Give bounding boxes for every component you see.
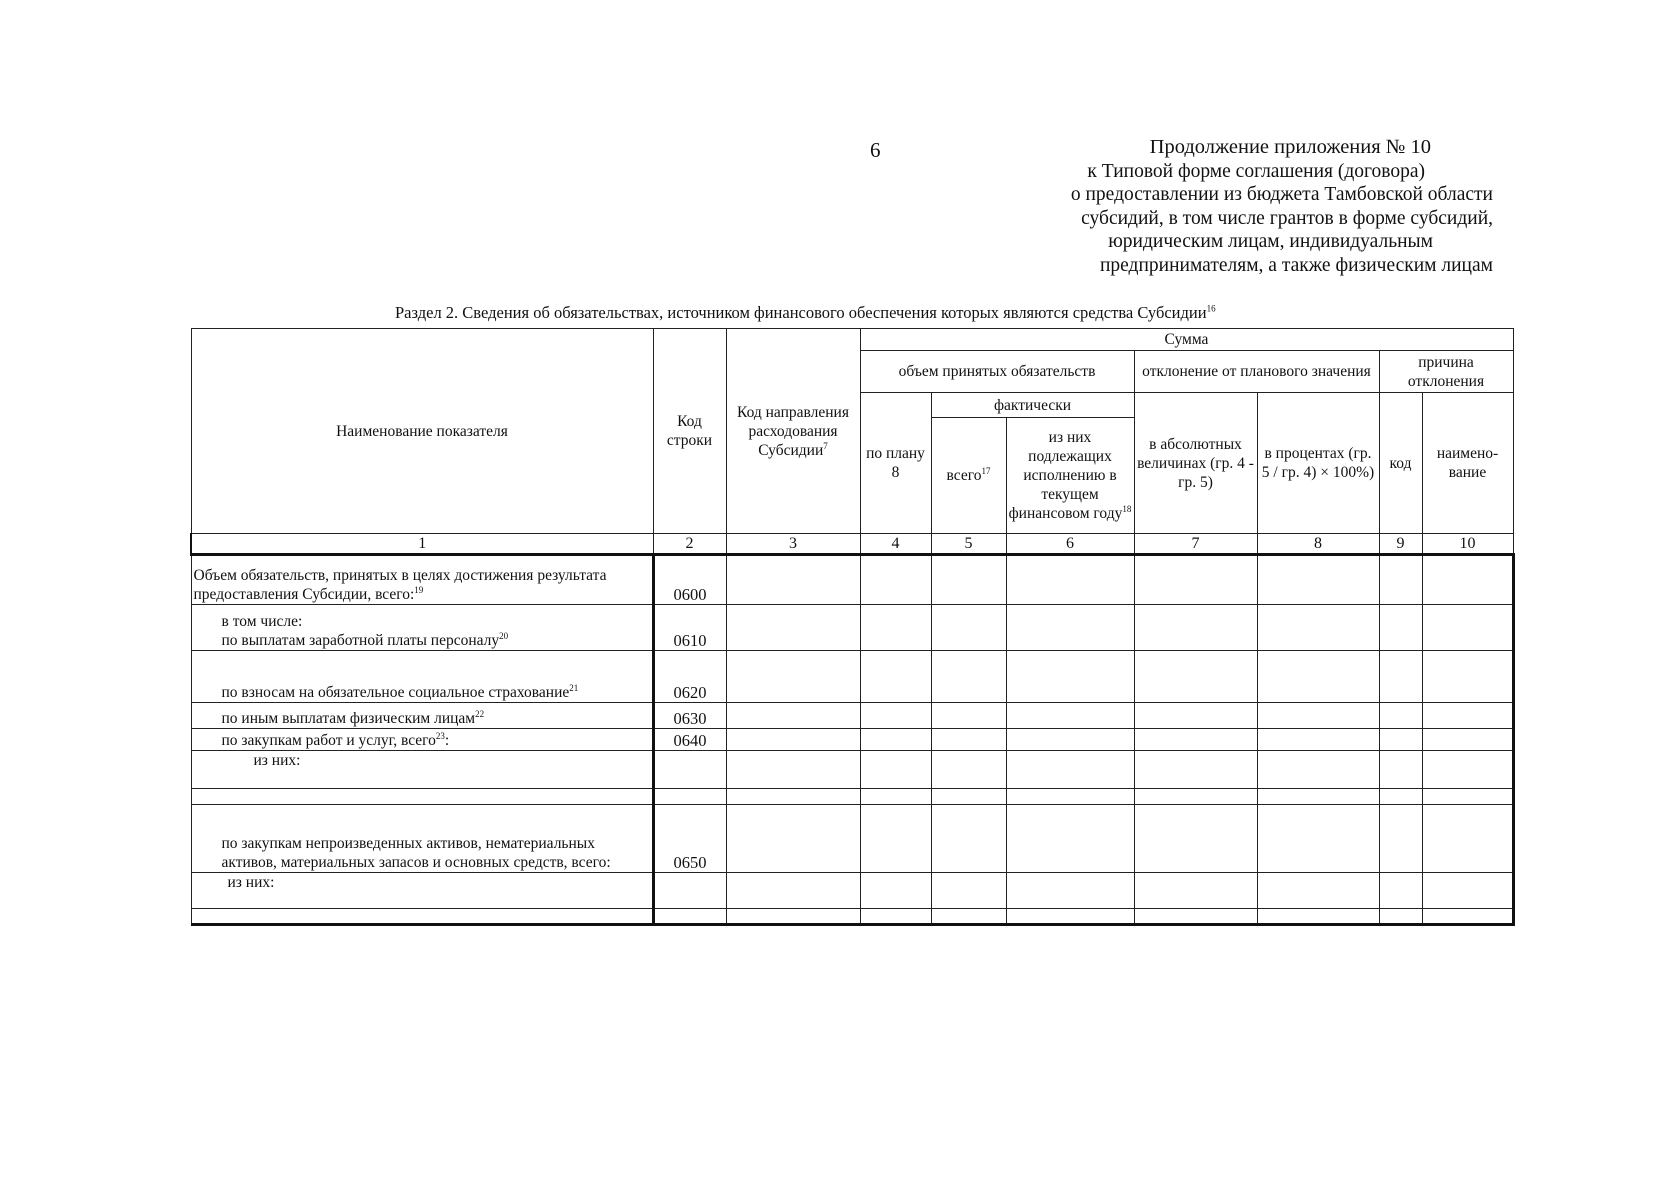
header-absolute: в абсолютных величинах (гр. 4 - гр. 5): [1134, 393, 1257, 534]
colnum-6: 6: [1006, 534, 1134, 555]
cell: [860, 555, 931, 605]
cell: [1422, 729, 1513, 751]
cell: [1257, 555, 1379, 605]
cell: [860, 789, 931, 805]
cell: [1422, 703, 1513, 729]
row-name: по закупкам работ и услуг, всего$^{23}$:: [191, 729, 653, 751]
table-row: [191, 789, 1513, 805]
cell: [1379, 873, 1422, 909]
cell: [931, 805, 1006, 873]
cell: [931, 555, 1006, 605]
appendix-line-2: к Типовой форме соглашения (договора): [1087, 160, 1425, 182]
header-by-plan: по плану 8: [860, 393, 931, 534]
row-code: 0620: [653, 651, 726, 703]
appendix-line-6: предпринимателям, а также физическим лицам: [1099, 254, 1493, 276]
cell: [726, 909, 860, 925]
cell: [1257, 605, 1379, 651]
obligations-table: [190, 328, 1515, 926]
cell: [1257, 751, 1379, 789]
cell: [860, 605, 931, 651]
cell: [931, 729, 1006, 751]
header-naming: наимено-вание: [1422, 393, 1513, 534]
cell: [860, 751, 931, 789]
cell: [931, 751, 1006, 789]
cell: [1134, 751, 1257, 789]
appendix-line-1: Продолжение приложения № 10: [1149, 136, 1431, 158]
cell: [931, 703, 1006, 729]
row-name: по иным выплатам физическим лицам$^{22}$: [191, 703, 653, 729]
cell: [726, 651, 860, 703]
cell: [1422, 805, 1513, 873]
cell: [860, 873, 931, 909]
row-name: Объем обязательств, принятых в целях достижения результата предоставления Субсидии, всего:$^{19}$: [191, 555, 653, 605]
cell: [1379, 555, 1422, 605]
cell: [726, 873, 860, 909]
row-code: [653, 789, 726, 805]
cell: [1422, 789, 1513, 805]
cell: [1422, 909, 1513, 925]
row-code: 0610: [653, 605, 726, 651]
cell: [1006, 805, 1134, 873]
cell: [931, 909, 1006, 925]
table-row: [191, 805, 1513, 873]
cell: [1257, 873, 1379, 909]
table-row: [191, 651, 1513, 703]
colnum-2: 2: [653, 534, 726, 555]
table-row: [191, 729, 1513, 751]
cell: [1422, 751, 1513, 789]
cell: [931, 873, 1006, 909]
header-sum: Сумма: [860, 329, 1513, 351]
row-name: [191, 909, 653, 925]
cell: [1379, 751, 1422, 789]
cell: [1006, 605, 1134, 651]
cell: [1134, 729, 1257, 751]
table-row: [191, 555, 1513, 605]
table-row: [191, 909, 1513, 925]
page-number: 6: [870, 138, 881, 162]
header-percent: в процентах (гр. 5 / гр. 4) × 100%): [1257, 393, 1379, 534]
cell: [1006, 789, 1134, 805]
row-code: [653, 873, 726, 909]
cell: [726, 805, 860, 873]
header-actual: фактически: [931, 393, 1134, 418]
appendix-line-5: юридическим лицам, индивидуальным: [1108, 231, 1433, 252]
colnum-4: 4: [860, 534, 931, 555]
cell: [1134, 873, 1257, 909]
row-name: по закупкам непроизведенных активов, нематериальных активов, материальных запасов и основных средств, всего:: [191, 805, 653, 873]
row-code: 0640: [653, 729, 726, 751]
cell: [1379, 805, 1422, 873]
header-volume: объем принятых обязательств: [860, 351, 1134, 393]
cell: [726, 729, 860, 751]
section-title: [395, 303, 1216, 323]
cell: [1422, 555, 1513, 605]
cell: [1006, 703, 1134, 729]
cell: [1134, 703, 1257, 729]
header-direction-code: Код направления расходования Субсидии$^7$: [726, 329, 860, 534]
colnum-10: 10: [1422, 534, 1513, 555]
table-row: [191, 703, 1513, 729]
cell: [860, 651, 931, 703]
header-reason: причина отклонения: [1379, 351, 1513, 393]
cell: [1006, 651, 1134, 703]
row-name: из них:: [191, 873, 653, 909]
cell: [1257, 805, 1379, 873]
cell: [1006, 873, 1134, 909]
cell: [1422, 651, 1513, 703]
colnum-9: 9: [1379, 534, 1422, 555]
row-code: 0600: [653, 555, 726, 605]
cell: [1379, 605, 1422, 651]
colnum-1: 1: [191, 534, 653, 555]
cell: [1134, 909, 1257, 925]
cell: [1379, 651, 1422, 703]
cell: [726, 605, 860, 651]
cell: [860, 909, 931, 925]
cell: [931, 651, 1006, 703]
colnum-5: 5: [931, 534, 1006, 555]
cell: [1257, 909, 1379, 925]
cell: [860, 703, 931, 729]
cell: [860, 729, 931, 751]
colnum-8: 8: [1257, 534, 1379, 555]
row-code: 0630: [653, 703, 726, 729]
cell: [1422, 873, 1513, 909]
header-subject: из них подлежащих исполнению в текущем финансовом году$^{18}$: [1006, 418, 1134, 534]
row-code: 0650: [653, 805, 726, 873]
section-title-footnote: 16: [1206, 303, 1216, 314]
cell: [1134, 605, 1257, 651]
cell: [1006, 729, 1134, 751]
cell: [1006, 555, 1134, 605]
cell: [1379, 729, 1422, 751]
cell: [931, 605, 1006, 651]
appendix-header: [853, 136, 1493, 277]
colnum-7: 7: [1134, 534, 1257, 555]
cell: [726, 555, 860, 605]
colnum-3: 3: [726, 534, 860, 555]
cell: [1134, 555, 1257, 605]
appendix-line-3: о предоставлении из бюджета Тамбовской области: [1070, 184, 1493, 205]
row-name: в том числе: по выплатам заработной платы персоналу$^{20}$: [191, 605, 653, 651]
cell: [726, 751, 860, 789]
header-code: код: [1379, 393, 1422, 534]
cell: [860, 805, 931, 873]
appendix-line-4: субсидий, в том числе грантов в форме субсидий,: [1081, 207, 1493, 229]
column-numbers-row: [191, 534, 1513, 555]
header-row-code: Код строки: [653, 329, 726, 534]
cell: [1134, 789, 1257, 805]
header-total: всего$^{17}$: [931, 418, 1006, 534]
row-name: по взносам на обязательное социальное страхование$^{21}$: [191, 651, 653, 703]
cell: [1134, 805, 1257, 873]
cell: [1379, 909, 1422, 925]
section-title-text: Раздел 2. Сведения об обязательствах, источником финансового обеспечения которых являются средства Субсидии: [395, 303, 1207, 322]
cell: [1379, 789, 1422, 805]
cell: [1257, 729, 1379, 751]
row-name: [191, 789, 653, 805]
cell: [1006, 751, 1134, 789]
row-code: [653, 751, 726, 789]
cell: [1257, 789, 1379, 805]
row-name: из них:: [191, 751, 653, 789]
table-row: [191, 751, 1513, 789]
cell: [931, 789, 1006, 805]
cell: [1257, 703, 1379, 729]
header-deviation: отклонение от планового значения: [1134, 351, 1379, 393]
table-row: [191, 873, 1513, 909]
table-row: [191, 605, 1513, 651]
cell: [726, 703, 860, 729]
cell: [1257, 651, 1379, 703]
cell: [1006, 909, 1134, 925]
cell: [1134, 651, 1257, 703]
cell: [726, 789, 860, 805]
header-name: Наименование показателя: [191, 329, 653, 534]
row-code: [653, 909, 726, 925]
cell: [1379, 703, 1422, 729]
cell: [1422, 605, 1513, 651]
